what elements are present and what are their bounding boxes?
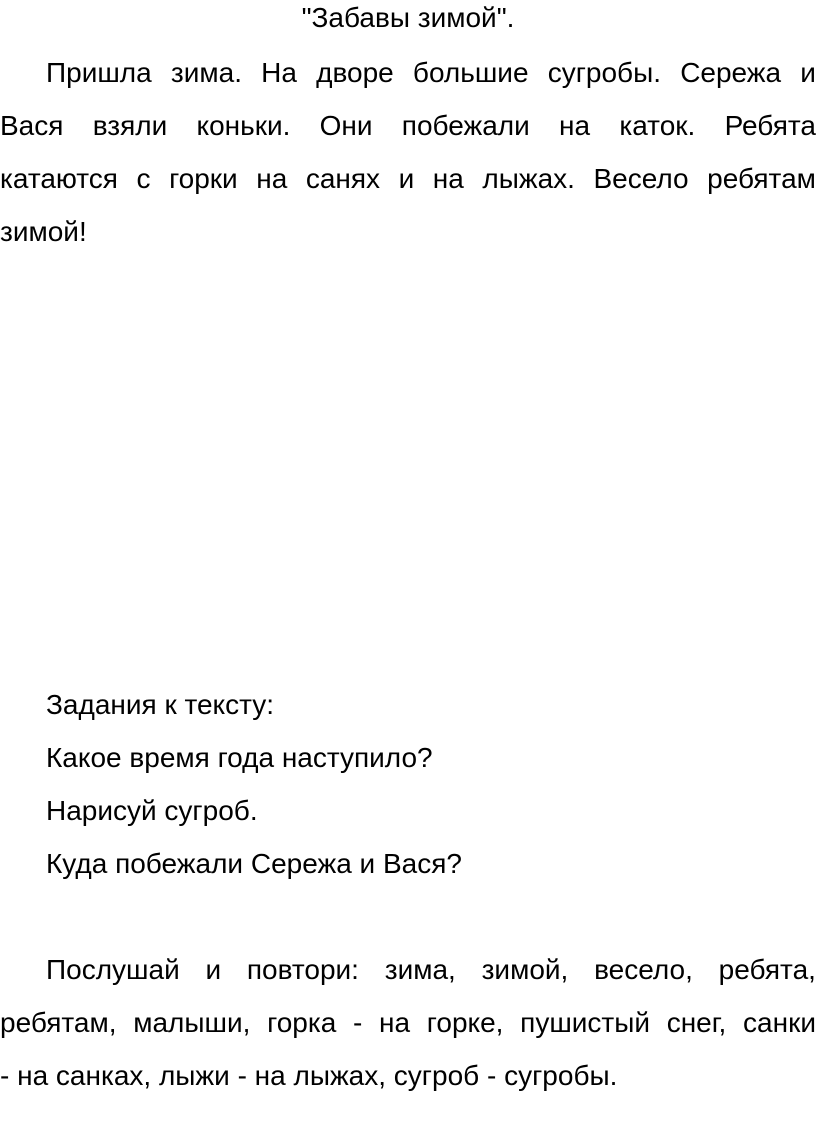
- word: горки: [169, 163, 238, 194]
- word: и: [398, 163, 415, 194]
- word: на: [559, 110, 591, 141]
- word: Они: [319, 110, 373, 141]
- word: на: [256, 163, 288, 194]
- story-line-4: зимой!: [0, 216, 87, 247]
- word: коньки.: [196, 110, 291, 141]
- word: Послушай: [46, 954, 180, 985]
- word: малыши,: [133, 1007, 251, 1038]
- word: взяли: [92, 110, 168, 141]
- word: зимой,: [481, 954, 569, 985]
- task-item-1: Какое время года наступило?: [46, 742, 433, 773]
- word: с: [136, 163, 151, 194]
- word: Сережа: [680, 57, 782, 88]
- word: горка: [267, 1007, 337, 1038]
- word: лыжах.: [482, 163, 575, 194]
- word: Вася: [0, 110, 64, 141]
- word: и: [800, 57, 816, 88]
- word: Весело: [593, 163, 689, 194]
- task-item-3: Куда побежали Сережа и Вася?: [46, 848, 462, 879]
- word: повтори:: [246, 954, 359, 985]
- word: санях: [305, 163, 381, 194]
- word: На: [261, 57, 297, 88]
- practice-line-2: [0, 998, 816, 1048]
- word: весело,: [594, 954, 693, 985]
- word: пушистый: [520, 1007, 651, 1038]
- story-line-3: [0, 154, 816, 204]
- word: на: [432, 163, 464, 194]
- word: ребятам,: [0, 1007, 117, 1038]
- word: горке,: [426, 1007, 504, 1038]
- word: каток.: [619, 110, 696, 141]
- word: на: [379, 1007, 411, 1038]
- word: катаются: [0, 163, 118, 194]
- word: зима.: [170, 57, 242, 88]
- practice-line-3: - на санках, лыжи - на лыжах, сугроб - сугробы.: [0, 1060, 618, 1091]
- page-title: "Забавы зимой".: [301, 2, 515, 33]
- word: -: [353, 1007, 363, 1038]
- task-item-2: Нарисуй сугроб.: [46, 795, 258, 826]
- word: дворе: [316, 57, 394, 88]
- word: ребята,: [718, 954, 816, 985]
- word: зима,: [384, 954, 456, 985]
- word: снег,: [666, 1007, 727, 1038]
- word: побежали: [401, 110, 530, 141]
- word: ребятам: [707, 163, 816, 194]
- story-line-1: [46, 48, 816, 98]
- word: санки: [743, 1007, 816, 1038]
- word: и: [205, 954, 222, 985]
- tasks-heading: Задания к тексту:: [46, 689, 275, 720]
- word: большие: [412, 57, 529, 88]
- story-line-2: [0, 101, 816, 151]
- practice-line-1: [46, 945, 816, 995]
- word: Ребята: [724, 110, 816, 141]
- word: Пришла: [46, 57, 152, 88]
- word: сугробы.: [547, 57, 662, 88]
